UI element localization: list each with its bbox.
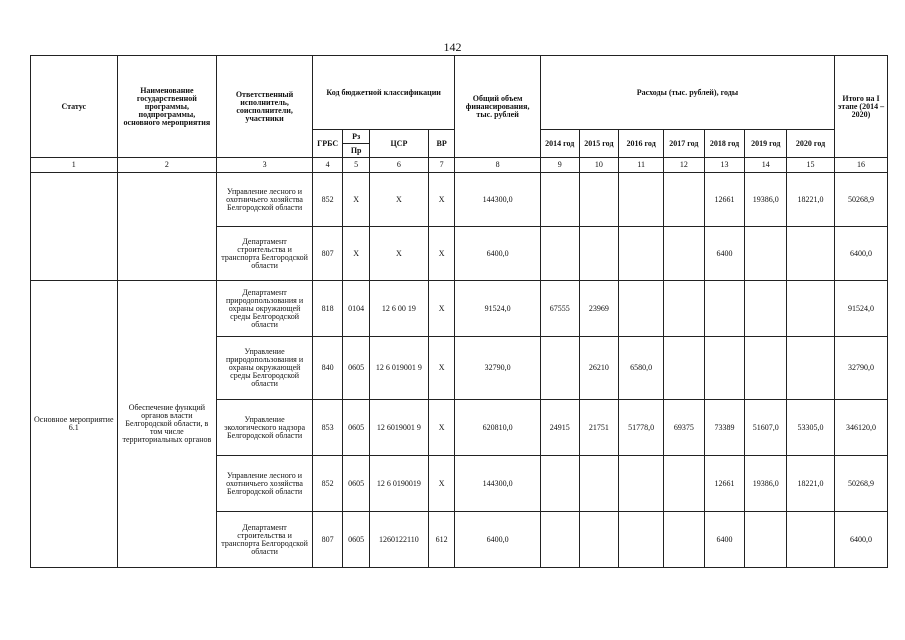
csr-cell: 12 6019001 9: [369, 400, 428, 456]
header-year-2018: 2018 год: [704, 130, 745, 158]
year-2017-cell: [664, 337, 705, 400]
total-cell: 144300,0: [455, 173, 540, 227]
year-2020-cell: [787, 337, 835, 400]
header-year-2014: 2014 год: [540, 130, 579, 158]
year-2017-cell: [664, 456, 705, 512]
program-name-cell-empty: [117, 173, 217, 281]
year-2015-cell: [579, 173, 619, 227]
csr-cell: 12 6 0190019: [369, 456, 428, 512]
column-number: 16: [834, 158, 887, 173]
table-row: [31, 281, 888, 337]
header-stage-total: Итого на I этапе (2014 – 2020): [834, 56, 887, 158]
year-2018-cell: 12661: [704, 456, 745, 512]
total-cell: 32790,0: [455, 337, 540, 400]
csr-cell: Х: [369, 173, 428, 227]
total-cell: 144300,0: [455, 456, 540, 512]
stage-total-cell: 346120,0: [834, 400, 887, 456]
year-2017-cell: [664, 227, 705, 281]
stage-total-cell: 32790,0: [834, 337, 887, 400]
rzpr-cell: 0605: [343, 456, 369, 512]
year-2018-cell: 12661: [704, 173, 745, 227]
header-status: Статус: [31, 56, 118, 158]
status-cell: Основное мероприятие 6.1: [31, 281, 118, 568]
grbs-cell: 852: [312, 456, 343, 512]
year-2016-cell: [619, 456, 664, 512]
year-2017-cell: [664, 281, 705, 337]
csr-cell: 1260122110: [369, 512, 428, 568]
year-2020-cell: 53305,0: [787, 400, 835, 456]
column-number: 12: [664, 158, 705, 173]
header-year-2017: 2017 год: [664, 130, 705, 158]
year-2020-cell: 18221,0: [787, 173, 835, 227]
column-number: 2: [117, 158, 217, 173]
header-budget-code: Код бюджетной классификации: [312, 56, 454, 130]
rzpr-cell: 0605: [343, 512, 369, 568]
year-2015-cell: [579, 456, 619, 512]
year-2020-cell: [787, 281, 835, 337]
column-number-row: [31, 158, 888, 173]
header-year-2015: 2015 год: [579, 130, 619, 158]
year-2015-cell: 21751: [579, 400, 619, 456]
header-executor: Ответственный исполнитель, соисполнители, участники: [217, 56, 313, 158]
total-cell: 6400,0: [455, 227, 540, 281]
program-name-cell: Обеспечение функций органов власти Белгородской области, в том числе территориальных органов: [117, 281, 217, 568]
year-2019-cell: 51607,0: [745, 400, 787, 456]
executor-cell: Управление природопользования и охраны окружающей среды Белгородской области: [217, 337, 313, 400]
grbs-cell: 853: [312, 400, 343, 456]
year-2019-cell: [745, 227, 787, 281]
year-2016-cell: 6580,0: [619, 337, 664, 400]
year-2018-cell: 6400: [704, 227, 745, 281]
year-2014-cell: [540, 173, 579, 227]
rzpr-cell: Х: [343, 173, 369, 227]
year-2018-cell: [704, 337, 745, 400]
year-2014-cell: [540, 456, 579, 512]
grbs-cell: 852: [312, 173, 343, 227]
header-total-volume: Общий объем финансирования, тыс. рублей: [455, 56, 540, 158]
budget-table: [30, 55, 888, 568]
year-2018-cell: 6400: [704, 512, 745, 568]
year-2020-cell: [787, 512, 835, 568]
year-2015-cell: [579, 227, 619, 281]
page-number: 142: [443, 40, 462, 54]
header-vr: ВР: [428, 130, 454, 158]
header-pr: Пр: [343, 144, 369, 158]
year-2019-cell: 19386,0: [745, 173, 787, 227]
vr-cell: Х: [428, 227, 454, 281]
stage-total-cell: 50268,9: [834, 173, 887, 227]
year-2014-cell: [540, 512, 579, 568]
executor-cell: Департамент природопользования и охраны окружающей среды Белгородской области: [217, 281, 313, 337]
column-number: 9: [540, 158, 579, 173]
column-number: 7: [428, 158, 454, 173]
stage-total-cell: 91524,0: [834, 281, 887, 337]
year-2019-cell: [745, 337, 787, 400]
column-number: 14: [745, 158, 787, 173]
total-cell: 91524,0: [455, 281, 540, 337]
year-2016-cell: [619, 173, 664, 227]
stage-total-cell: 50268,9: [834, 456, 887, 512]
csr-cell: Х: [369, 227, 428, 281]
grbs-cell: 818: [312, 281, 343, 337]
header-expenses: Расходы (тыс. рублей), годы: [540, 56, 834, 130]
column-number: 1: [31, 158, 118, 173]
csr-cell: 12 6 00 19: [369, 281, 428, 337]
year-2015-cell: [579, 512, 619, 568]
year-2020-cell: 18221,0: [787, 456, 835, 512]
column-number: 4: [312, 158, 343, 173]
year-2014-cell: [540, 337, 579, 400]
header-csr: ЦСР: [369, 130, 428, 158]
header-year-2016: 2016 год: [619, 130, 664, 158]
total-cell: 6400,0: [455, 512, 540, 568]
year-2016-cell: [619, 281, 664, 337]
executor-cell: Управление лесного и охотничьего хозяйства Белгородской области: [217, 173, 313, 227]
executor-cell: Департамент строительства и транспорта Белгородской области: [217, 512, 313, 568]
column-number: 15: [787, 158, 835, 173]
vr-cell: Х: [428, 456, 454, 512]
year-2017-cell: [664, 512, 705, 568]
column-number: 8: [455, 158, 540, 173]
year-2015-cell: 26210: [579, 337, 619, 400]
column-number: 10: [579, 158, 619, 173]
column-number: 6: [369, 158, 428, 173]
year-2016-cell: [619, 227, 664, 281]
column-number: 11: [619, 158, 664, 173]
rzpr-cell: 0104: [343, 281, 369, 337]
stage-total-cell: 6400,0: [834, 227, 887, 281]
year-2014-cell: 24915: [540, 400, 579, 456]
year-2014-cell: 67555: [540, 281, 579, 337]
executor-cell: Управление лесного и охотничьего хозяйства Белгородской области: [217, 456, 313, 512]
year-2019-cell: [745, 512, 787, 568]
table-row: [31, 173, 888, 227]
column-number: 3: [217, 158, 313, 173]
executor-cell: Департамент строительства и транспорта Белгородской области: [217, 227, 313, 281]
header-year-2019: 2019 год: [745, 130, 787, 158]
stage-total-cell: 6400,0: [834, 512, 887, 568]
header-year-2020: 2020 год: [787, 130, 835, 158]
csr-cell: 12 6 019001 9: [369, 337, 428, 400]
grbs-cell: 840: [312, 337, 343, 400]
header-grbs: ГРБС: [312, 130, 343, 158]
header-rz: Рз: [343, 130, 369, 144]
year-2014-cell: [540, 227, 579, 281]
year-2015-cell: 23969: [579, 281, 619, 337]
year-2016-cell: 51778,0: [619, 400, 664, 456]
column-number: 13: [704, 158, 745, 173]
year-2018-cell: 73389: [704, 400, 745, 456]
rzpr-cell: 0605: [343, 400, 369, 456]
vr-cell: Х: [428, 173, 454, 227]
year-2020-cell: [787, 227, 835, 281]
year-2019-cell: [745, 281, 787, 337]
year-2017-cell: 69375: [664, 400, 705, 456]
grbs-cell: 807: [312, 512, 343, 568]
vr-cell: Х: [428, 337, 454, 400]
rzpr-cell: 0605: [343, 337, 369, 400]
column-number: 5: [343, 158, 369, 173]
year-2019-cell: 19386,0: [745, 456, 787, 512]
vr-cell: 612: [428, 512, 454, 568]
rzpr-cell: Х: [343, 227, 369, 281]
year-2016-cell: [619, 512, 664, 568]
executor-cell: Управление экологического надзора Белгородской области: [217, 400, 313, 456]
header-program-name: Наименование государственной программы, подпрограммы, основного мероприятия: [117, 56, 217, 158]
year-2018-cell: [704, 281, 745, 337]
total-cell: 620810,0: [455, 400, 540, 456]
vr-cell: Х: [428, 400, 454, 456]
grbs-cell: 807: [312, 227, 343, 281]
vr-cell: Х: [428, 281, 454, 337]
status-cell-empty: [31, 173, 118, 281]
year-2017-cell: [664, 173, 705, 227]
